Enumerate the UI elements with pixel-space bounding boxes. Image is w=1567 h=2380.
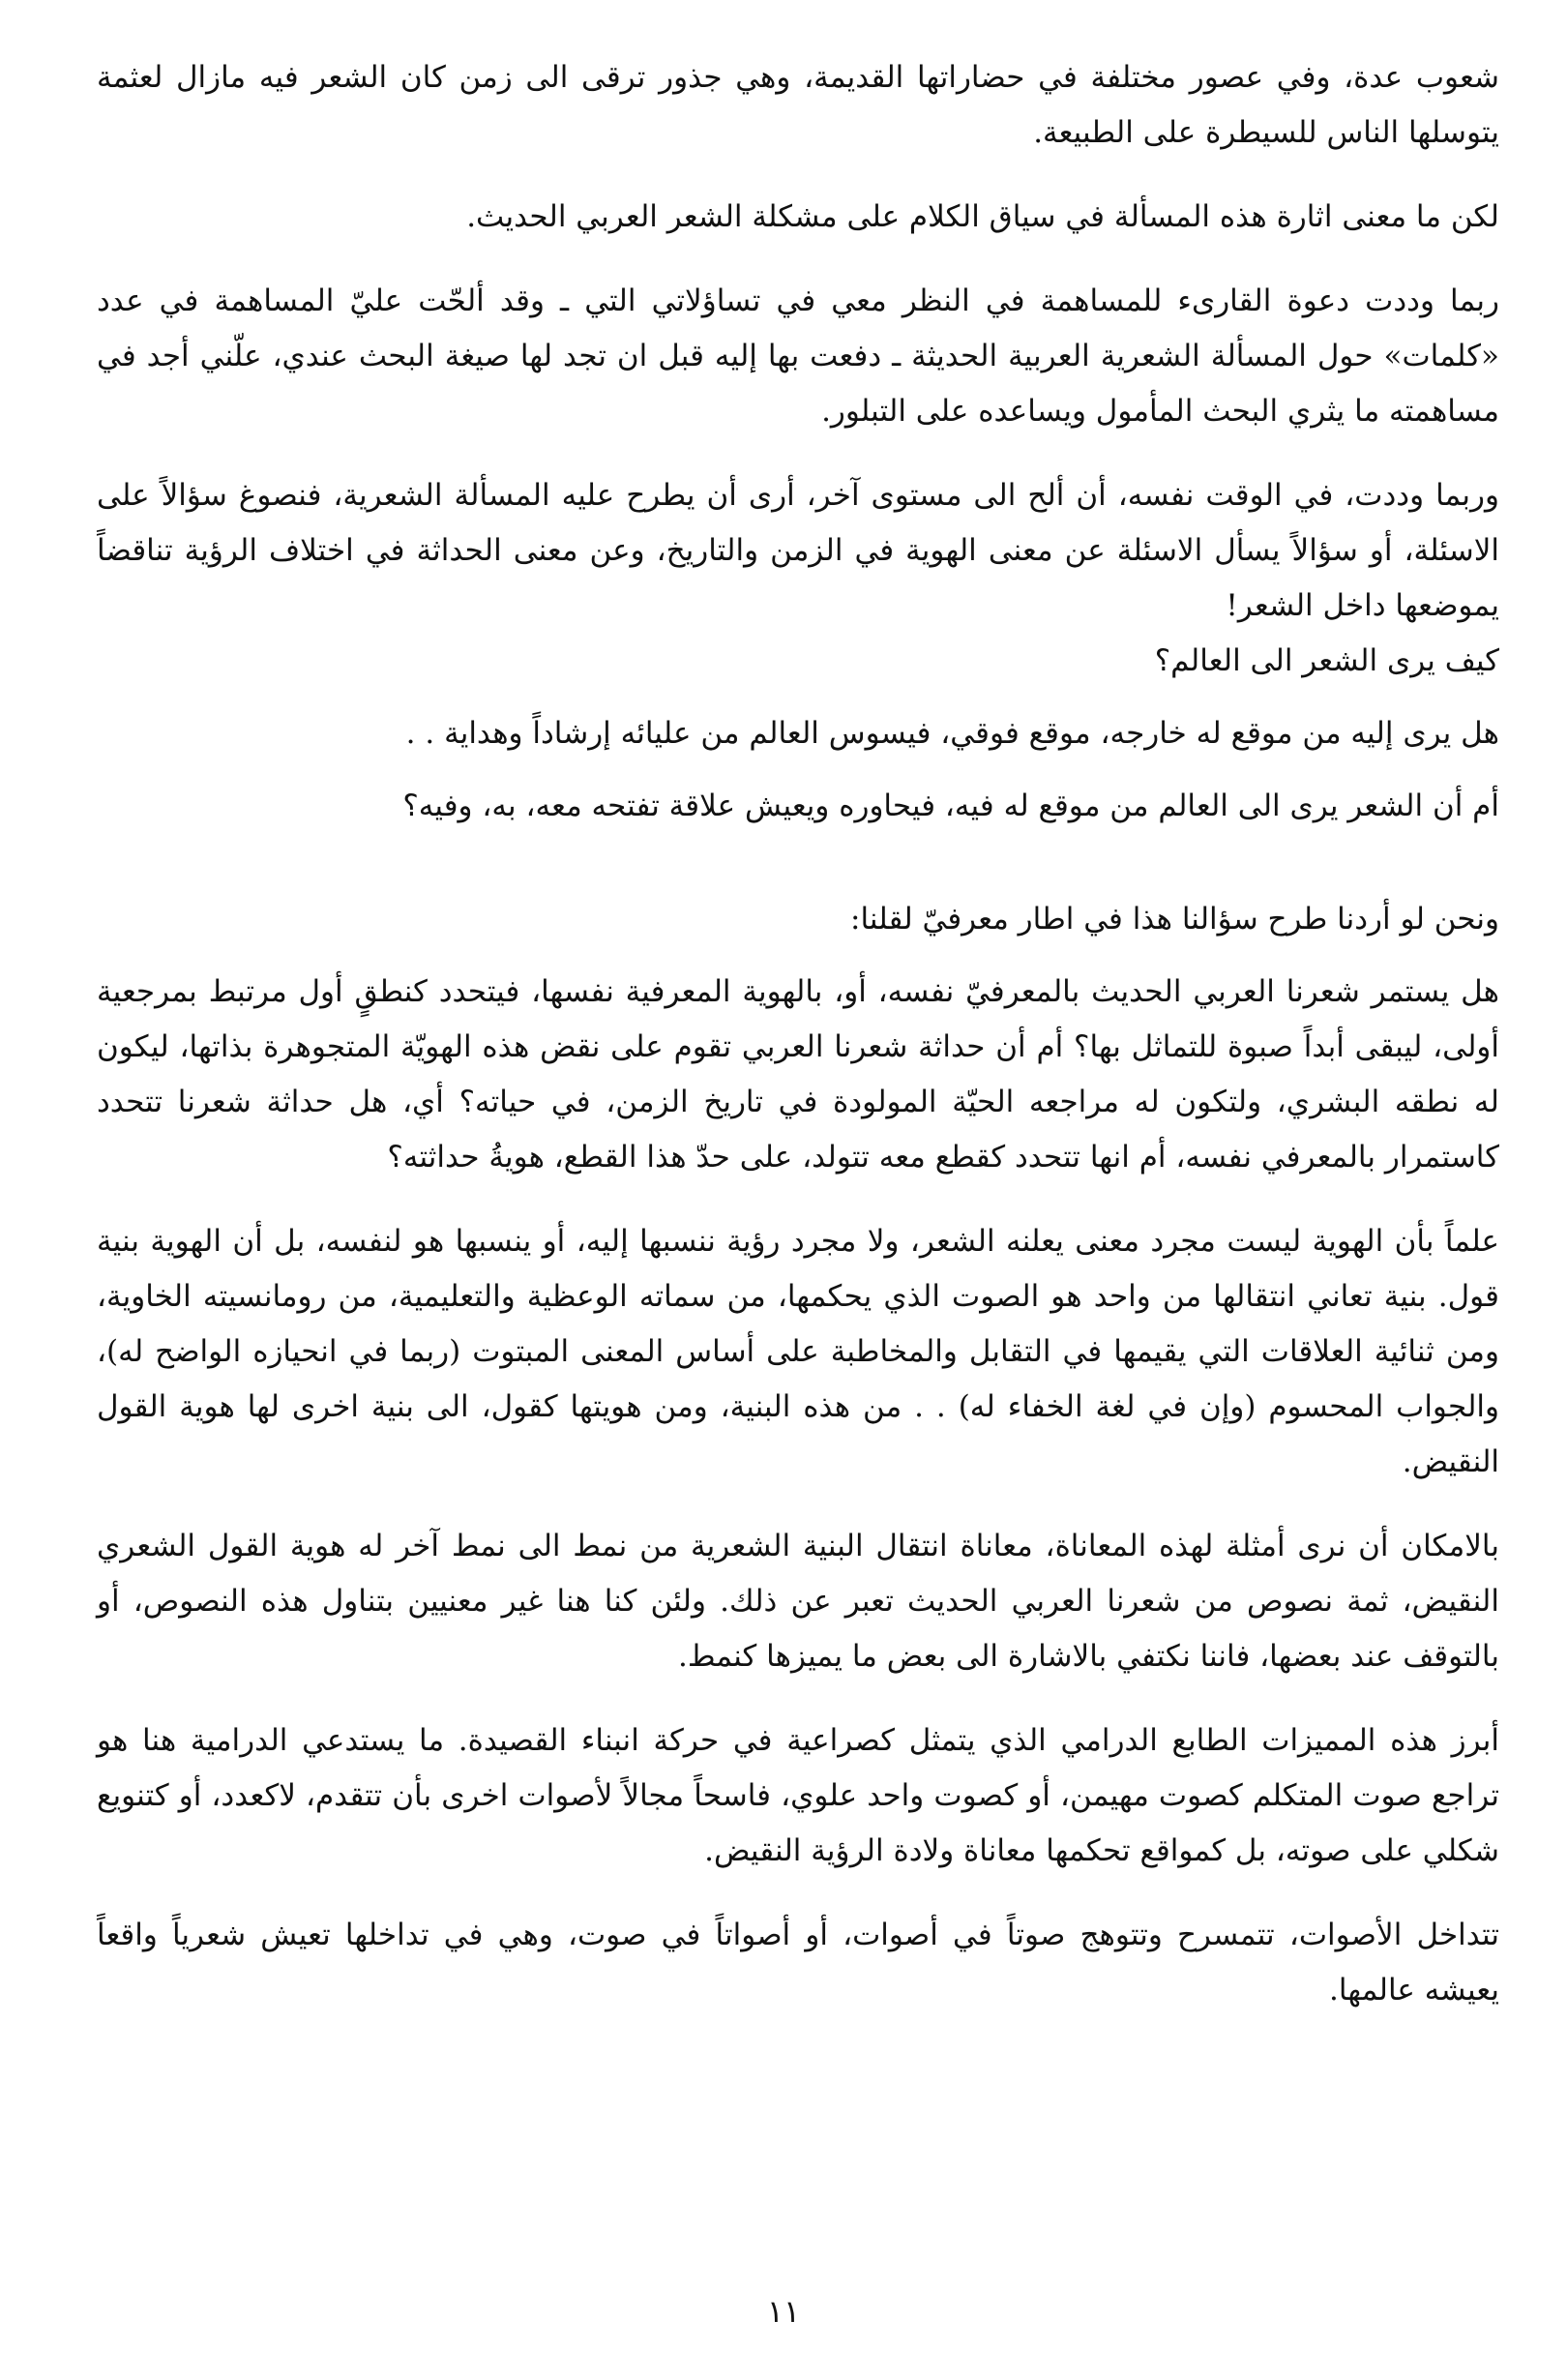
paragraph-examples: بالامكان أن نرى أمثلة لهذه المعاناة، معاناة انتقال البنية الشعرية من نمط الى نمط آخر له هوية القول الشعري النقيض، ثمة نصوص من شعرنا العربي الحديث تعبر عن ذلك. ولئن كنا هنا غير معنيين بتناول هذه النصوص، أو بالتوقف عند بعضها، فاننا نكتفي بالاشارة الى بعض ما يميزها كنمط. — [97, 1529, 1499, 1674]
paragraph-identity-structure: علماً بأن الهوية ليست مجرد معنى يعلنه الشعر، ولا مجرد رؤية ننسبها إليه، أو ينسبها هو لنفسه، بل أن الهوية بنية قول. بنية تعاني انتقالها من واحد هو الصوت الذي يحكمها، من سماته الوعظية والتعليمية، من رومانسيته الخاوية، ومن ثنائية العلاقات التي يقيمها في التقابل والمخاطبة على أساس المعنى المبتوت (ربما في انحيازه الواضح له)، والجواب المحسوم (وإن في لغة الخفاء له) . . من هذه البنية، ومن هويتها كقول، الى بنية اخرى لها هوية القول النقيض. — [97, 1224, 1499, 1479]
body-text — [97, 50, 1499, 2018]
paragraph-epistemic-frame: ونحن لو أردنا طرح سؤالنا هذا في اطار معرفيّ لقلنا: — [850, 902, 1499, 937]
paragraph-voices: تتداخل الأصوات، تتمسرح وتتوهج صوتاً في أصوات، أو أصواتاً في صوت، وهي في تداخلها تعيش شعرياً واقعاً يعيشه عالمها. — [97, 1918, 1499, 2008]
question-how-poetry-sees: كيف يرى الشعر الى العالم؟ — [1154, 643, 1499, 678]
paragraph-dramatic-features: أبرز هذه المميزات الطابع الدرامي الذي يتمثل كصراعية في حركة انبناء القصيدة. ما يستدعي الدرامية هنا هو تراجع صوت المتكلم كصوت مهيمن، أو كصوت واحد علوي، فاسحاً مجالاً لأصوات اخرى بأن تتقدم، لاكعدد، أو كتنويع شكلي على صوته، بل كمواقع تحكمها معاناة ولادة الرؤية النقيض. — [97, 1723, 1499, 1868]
page-number: ١١ — [766, 2293, 801, 2330]
paragraph-continued: شعوب عدة، وفي عصور مختلفة في حضاراتها القديمة، وهي جذور ترقى الى زمن كان الشعر فيه مازال لعثمة يتوسلها الناس للسيطرة على الطبيعة. — [97, 60, 1499, 150]
question-inside-view: أم أن الشعر يرى الى العالم من موقع له فيه، فيحاوره ويعيش علاقة تفتحه معه، به، وفيه؟ — [402, 788, 1499, 823]
paragraph-invitation: ربما وددت دعوة القارىء للمساهمة في النظر معي في تساؤلاتي التي ـ وقد ألحّت عليّ المساهمة في عدد «كلمات» حول المسألة الشعرية العربية الحديثة ـ دفعت بها إليه قبل ان تجد لها صيغة البحث عندي، علّني أجد في مساهمته ما يثري البحث المأمول ويساعده على التبلور. — [97, 283, 1499, 429]
paragraph-modern-poetry-question: هل يستمر شعرنا العربي الحديث بالمعرفيّ نفسه، أو، بالهوية المعرفية نفسها، فيتحدد كنطقٍ أول مرتبط بمرجعية أولى، ليبقى أبداً صبوة للتماثل بها؟ أم أن حداثة شعرنا العربي تقوم على نقض هذه الهويّة المتجوهرة بذاتها، ليكون له نطقه البشري، ولتكون له مراجعه الحيّة المولودة في تاريخ الزمن، في حياته؟ أي، هل حداثة شعرنا تتحدد كاستمرار بالمعرفي نفسه، أم انها تتحدد كقطع معه تتولد، على حدّ هذا القطع، هويةُ حداثته؟ — [97, 974, 1499, 1175]
paragraph-question-context: لكن ما معنى اثارة هذه المسألة في سياق الكلام على مشكلة الشعر العربي الحديث. — [466, 199, 1499, 234]
paragraph-other-level: وربما وددت، في الوقت نفسه، أن ألح الى مستوى آخر، أرى أن يطرح عليه المسألة الشعرية، فنصوغ سؤالاً على الاسئلة، أو سؤالاً يسأل الاسئلة عن معنى الهوية في الزمن والتاريخ، وعن معنى الحداثة في اختلاف الرؤية تناقضاً يموضعها داخل الشعر! — [97, 478, 1499, 623]
question-outside-view: هل يرى إليه من موقع له خارجه، موقع فوقي، فيسوس العالم من عليائه إرشاداً وهداية . . — [405, 716, 1499, 751]
